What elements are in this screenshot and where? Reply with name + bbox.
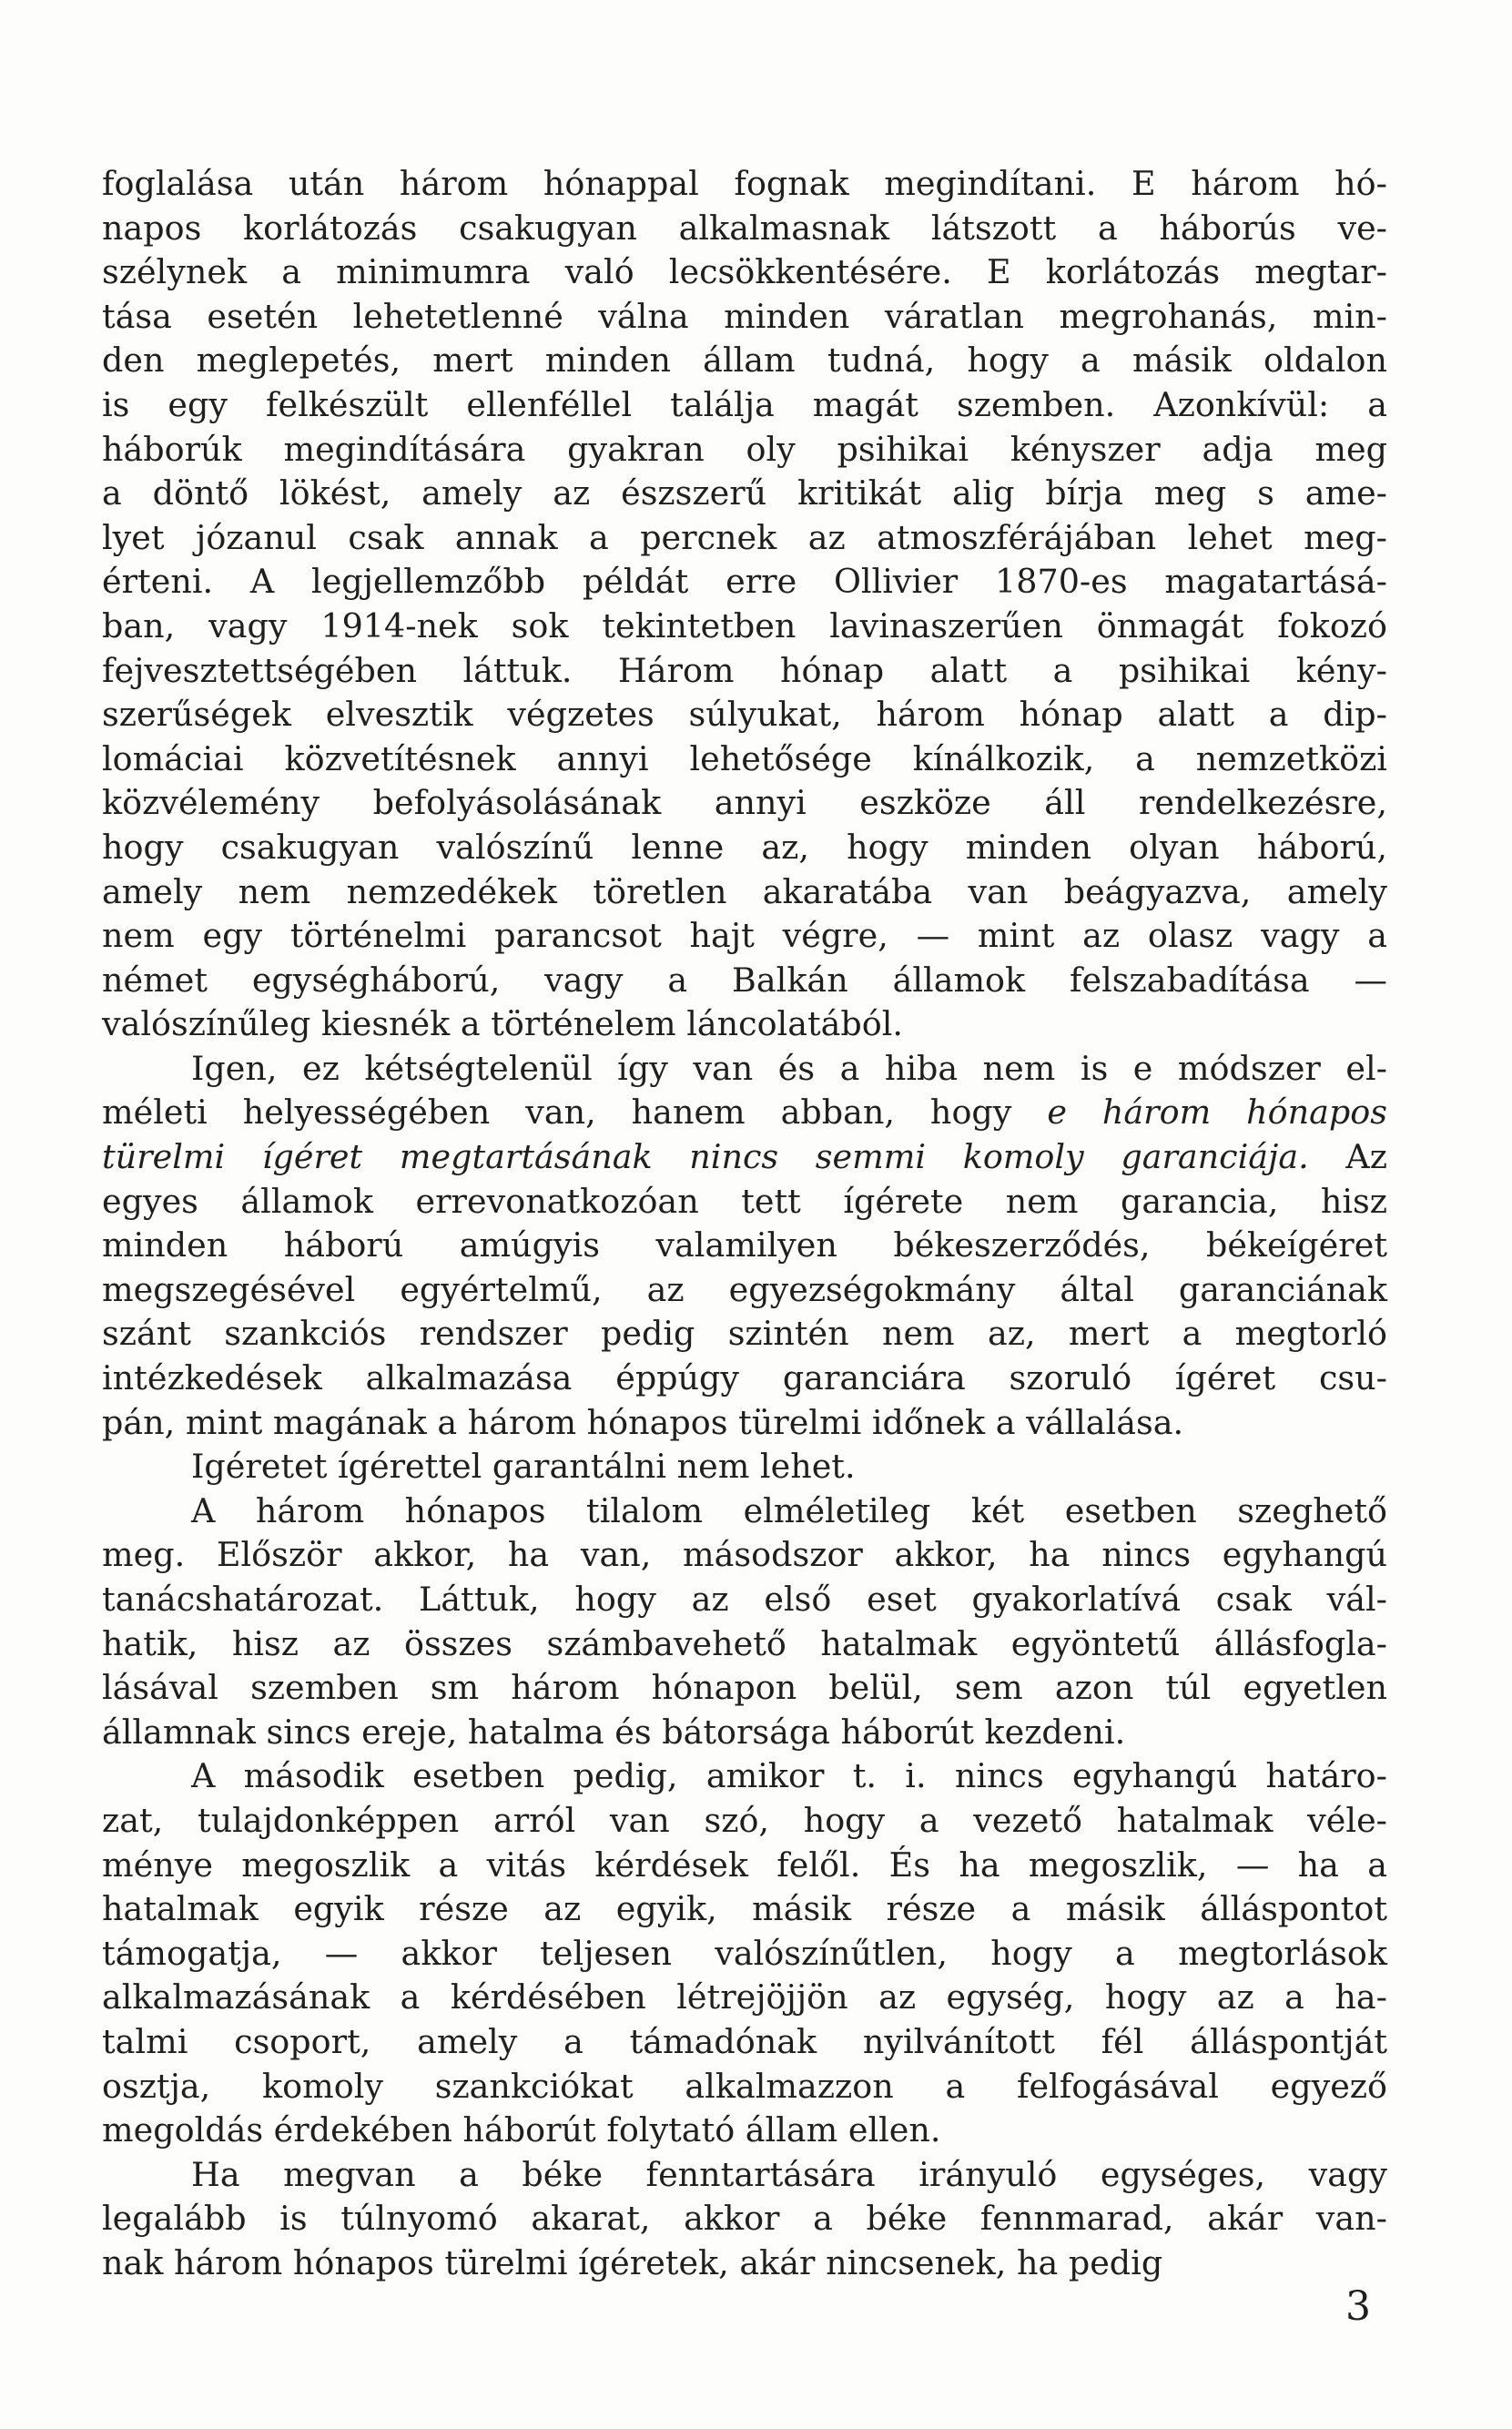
text-line: is egy felkészült ellenféllel találja magát szemben. Azonkívül: a [102,384,1387,424]
text-line: hogy csakugyan valószínű lenne az, hogy minden olyan háború, [102,827,1387,867]
emphasized-text: e három hónapos [1047,1093,1387,1133]
text-line: intézkedések alkalmazása éppúgy garanciára szoruló ígéret csu- [102,1358,1387,1398]
text-line: támogatja, — akkor teljesen valószínűtlen, hogy a megtorlások [102,1933,1387,1973]
paragraph [102,1489,1387,1755]
text-run: méleti helyességében van, hanem abban, hogy [102,1093,1048,1133]
text-line: amely nem nemzedékek töretlen akaratába van beágyazva, amely [102,871,1387,911]
text-line: német egységháború, vagy a Balkán államok felszabadítása — [102,960,1387,1000]
paragraph [102,162,1387,1047]
text-line: foglalása után három hónappal fognak megindítani. E három hó- [102,164,1387,203]
text-line: lyet józanul csak annak a percnek az atmoszférájában lehet meg- [102,517,1387,557]
text-line: legalább is túlnyomó akarat, akkor a béke fennmarad, akár van- [102,2199,1387,2239]
paragraph [102,1445,1387,1489]
text-line: szerűségek elvesztik végzetes súlyukat, három hónap alatt a dip- [102,695,1387,735]
text-line: ban, vagy 1914-nek sok tekintetben lavinaszerűen önmagát fokozó [102,605,1387,645]
text-line: tása esetén lehetetlenné válna minden váratlan megrohanás, min- [102,296,1387,336]
emphasized-text: türelmi ígéret megtartásának nincs semmi komoly garanciája. [102,1137,1309,1177]
text-line: A második esetben pedig, amikor t. i. nincs egyhangú határo- [191,1756,1387,1796]
text-line: szélynek a minimumra való lecsökkentésére. E korlátozás megtar- [102,252,1387,292]
text-line: valószínűleg kiesnék a történelem láncolatából. [102,1004,904,1044]
text-line: ménye megoszlik a vitás kérdések felől. És ha megoszlik, — ha a [102,1845,1387,1885]
paragraph [102,1047,1387,1445]
text-line: den meglepetés, mert minden állam tudná, hogy a másik oldalon [102,340,1387,381]
text-line: egyes államok errevonatkozóan tett ígérete nem garancia, hisz [102,1181,1387,1221]
text-line: pán, mint magának a három hónapos türelmi időnek a vállalása. [102,1402,1184,1442]
text-line: érteni. A legjellemzőbb példát erre Ollivier 1870-es magatartásá- [102,562,1387,602]
text-line: megszegésével egyértelmű, az egyezségokmány által garanciának [102,1269,1387,1309]
text-line: zat, tulajdonképpen arról van szó, hogy a vezető hatalmak véle- [102,1800,1387,1840]
text-line: fejvesztettségében láttuk. Három hónap alatt a psihikai kény- [102,650,1387,690]
text-line: tanácshatározat. Láttuk, hogy az első eset gyakorlatívá csak vál- [102,1580,1387,1619]
text-line [102,1135,1387,1180]
page-number: 3 [1345,2283,1371,2330]
text-line: a döntő lökést, amely az észszerű kritikát alig bírja meg s ame- [102,473,1387,513]
text-line: A három hónapos tilalom elméletileg két esetben szeghető [191,1490,1387,1530]
paragraph [102,2153,1387,2286]
text-run: Az [1308,1137,1387,1177]
text-line: minden háború amúgyis valamilyen békeszerződés, békeígéret [102,1225,1387,1265]
text-line: megoldás érdekében háborút folytató állam ellen. [102,2110,941,2150]
text-line: közvélemény befolyásolásának annyi eszköze áll rendelkezésre, [102,783,1387,823]
text-line: Ha megvan a béke fenntartására irányuló egységes, vagy [191,2154,1387,2194]
body-text [102,162,1387,2286]
text-line: osztja, komoly szankciókat alkalmazzon a felfogásával egyező [102,2066,1387,2106]
text-line: Igen, ez kétségtelenül így van és a hiba nem is e módszer el- [191,1048,1387,1088]
text-line: napos korlátozás csakugyan alkalmasnak látszott a háborús ve- [102,208,1387,248]
text-line: államnak sincs ereje, hatalma és bátorsága háborút kezdeni. [102,1712,1126,1752]
text-line: lomáciai közvetítésnek annyi lehetősége kínálkozik, a nemzetközi [102,738,1387,778]
text-line: hatik, hisz az összes számbavehető hatalmak egyöntetű állásfogla- [102,1623,1387,1663]
text-line: szánt szankciós rendszer pedig szintén nem az, mert a megtorló [102,1314,1387,1354]
text-line: meg. Először akkor, ha van, másodszor akkor, ha nincs egyhangú [102,1535,1387,1575]
text-line: háborúk megindítására gyakran oly psihikai kényszer adja meg [102,429,1387,469]
text-line: nem egy történelmi parancsot hajt végre, — mint az olasz vagy a [102,916,1387,956]
text-line: nak három hónapos türelmi ígéretek, akár nincsenek, ha pedig [102,2242,1163,2282]
text-line [102,1091,1387,1135]
text-line: hatalmak egyik része az egyik, másik része a másik álláspontot [102,1889,1387,1929]
text-line: talmi csoport, amely a támadónak nyilvánított fél álláspontját [102,2021,1387,2061]
paragraph [102,1754,1387,2152]
text-line: lásával szemben sm három hónapon belül, sem azon túl egyetlen [102,1668,1387,1708]
text-line: Igéretet ígérettel garantálni nem lehet. [191,1447,856,1487]
text-line: alkalmazásának a kérdésében létrejöjjön az egység, hogy az a ha- [102,1977,1387,2017]
